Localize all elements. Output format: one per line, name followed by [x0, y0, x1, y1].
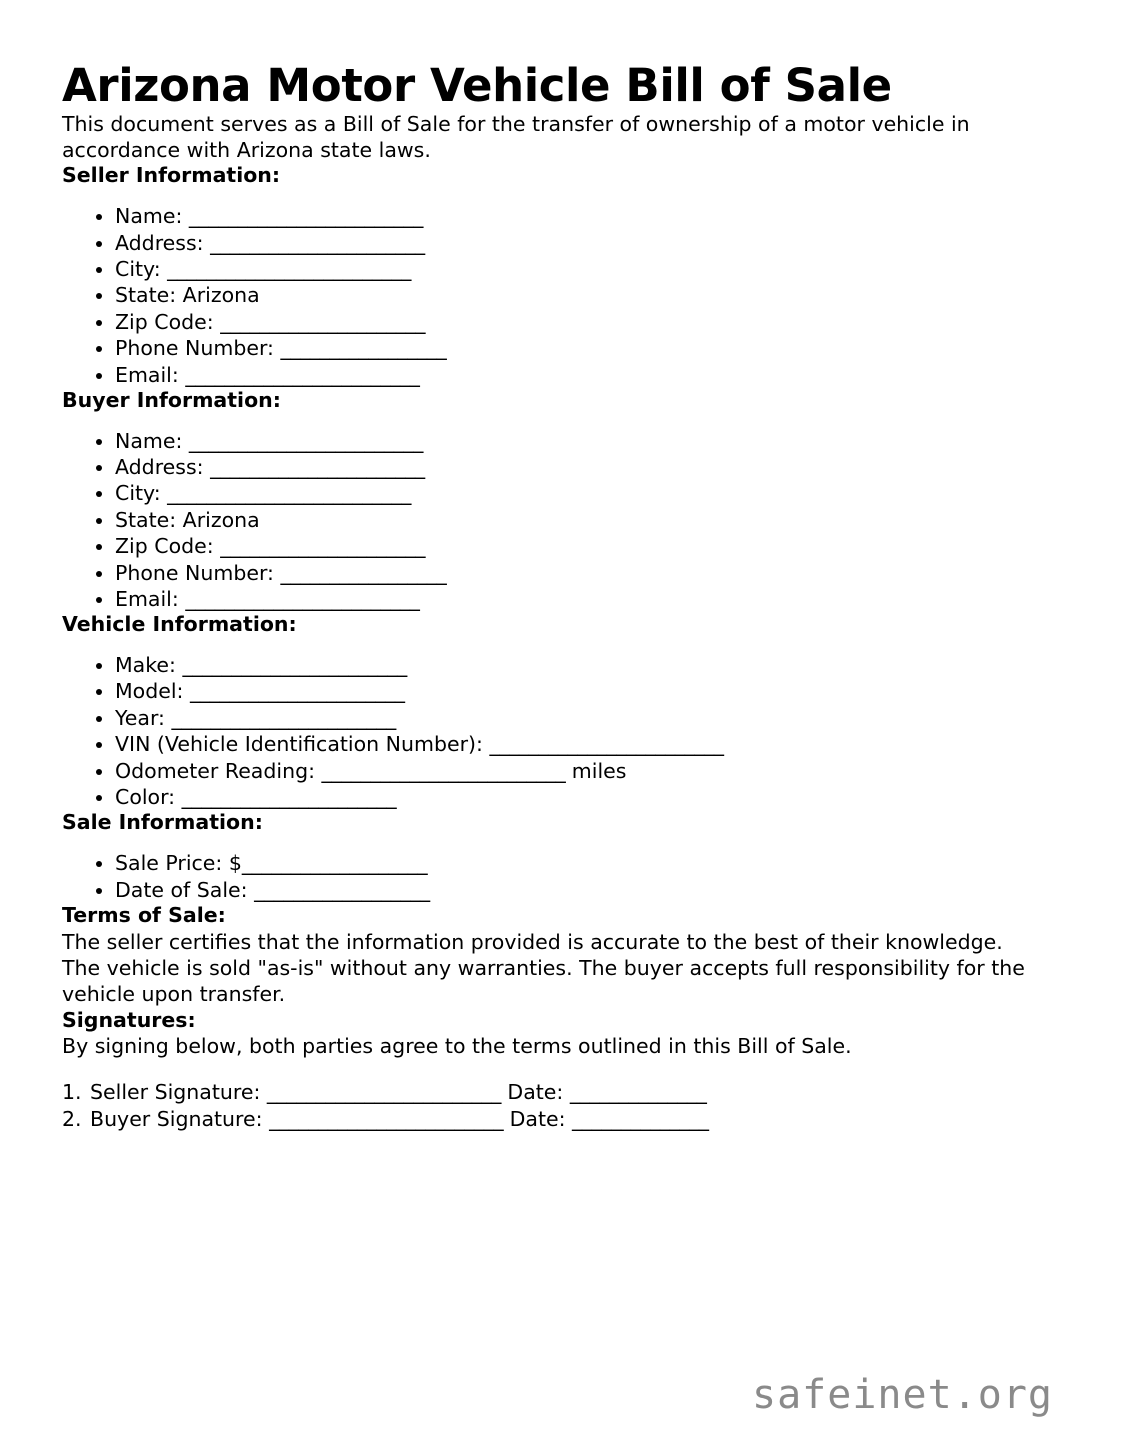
list-item	[62, 705, 1062, 731]
field-label: Address:	[115, 230, 211, 255]
field-label: Email:	[115, 587, 186, 611]
field-blank: ________________________	[489, 732, 724, 757]
list-item	[62, 850, 1062, 876]
field-blank: ___________________	[241, 851, 428, 876]
buyer-fields-list	[62, 428, 1062, 613]
field-label: Year:	[115, 705, 172, 730]
watermark: safeinet.org	[752, 1372, 1053, 1418]
field-blank: ________________________	[188, 428, 423, 453]
signatures-intro: By signing below, both parties agree to the terms outlined in this Bill of Sale.	[62, 1034, 852, 1059]
list-item	[62, 533, 1062, 559]
field-blank: _____________________	[220, 309, 425, 334]
field-label: Address:	[115, 454, 211, 479]
date-label: Date:	[500, 1079, 570, 1104]
field-blank: _________________________	[321, 758, 566, 783]
field-label: State: Arizona	[115, 507, 260, 532]
list-item	[62, 560, 1062, 586]
intro-paragraph: This document serves as a Bill of Sale for the transfer of ownership of a motor vehicle in accordance with Arizona state laws.	[62, 111, 970, 163]
field-label: City:	[115, 481, 168, 506]
field-label: VIN (Vehicle Identification Number):	[115, 732, 490, 757]
buyer-information-heading: Buyer Information:	[62, 387, 281, 412]
list-item	[62, 758, 1062, 784]
terms-of-sale-heading: Terms of Sale:	[62, 902, 226, 927]
field-blank: ________________________	[185, 362, 420, 387]
field-blank: __________________	[254, 877, 430, 902]
field-label: Sale Price: $	[115, 851, 242, 876]
date-blank: ______________	[572, 1106, 709, 1131]
field-label: Odometer Reading:	[115, 758, 322, 783]
signature-blank: ________________________	[266, 1079, 501, 1104]
vehicle-information-heading: Vehicle Information:	[62, 612, 297, 637]
date-label: Date:	[503, 1106, 573, 1131]
seller-fields-list	[62, 203, 1062, 388]
list-item	[62, 1106, 1062, 1133]
signature-blank: ________________________	[269, 1106, 504, 1131]
list-item	[62, 309, 1062, 335]
list-item	[62, 454, 1062, 480]
list-item	[62, 282, 1062, 308]
field-label: Model:	[115, 679, 190, 704]
sale-fields-list	[62, 850, 1062, 903]
list-item	[62, 507, 1062, 533]
signature-lines-list	[62, 1079, 1062, 1133]
field-label: Date of Sale:	[115, 877, 255, 902]
terms-of-sale-body: The seller certifies that the information provided is accurate to the best of their knowledge. The vehicle is sold "as-is" without any warranties. The buyer accepts full responsibility for the vehicle upon transfer.	[62, 929, 1025, 1007]
signature-label: Buyer Signature:	[90, 1106, 270, 1131]
list-item	[62, 586, 1062, 612]
list-item	[62, 480, 1062, 506]
field-suffix: miles	[565, 758, 627, 783]
list-item	[62, 203, 1062, 229]
field-blank: _________________	[280, 560, 447, 585]
field-blank: _______________________	[182, 653, 407, 678]
field-label: Phone Number:	[115, 560, 281, 585]
field-blank: ________________________	[185, 587, 420, 611]
field-label: Color:	[115, 785, 182, 810]
field-blank: ______________________	[210, 454, 425, 479]
list-item	[62, 1079, 1062, 1106]
list-item	[62, 256, 1062, 282]
field-blank: ______________________	[189, 679, 405, 704]
field-blank: _____________________	[220, 534, 425, 559]
signature-label: Seller Signature:	[90, 1079, 267, 1104]
document-body	[62, 59, 1062, 1133]
field-blank: _________________________	[167, 481, 411, 506]
field-label: Zip Code:	[115, 309, 221, 334]
list-item	[62, 652, 1062, 678]
list-item	[62, 230, 1062, 256]
field-blank: _________________	[280, 336, 447, 361]
list-item	[62, 731, 1062, 757]
list-item	[62, 678, 1062, 704]
sale-information-heading: Sale Information:	[62, 810, 263, 835]
list-item	[62, 877, 1062, 903]
page-title: Arizona Motor Vehicle Bill of Sale	[62, 59, 892, 112]
field-label: Name:	[115, 204, 189, 229]
field-label: State: Arizona	[115, 283, 260, 308]
seller-information-heading: Seller Information:	[62, 163, 281, 188]
field-blank: _______________________	[171, 705, 396, 730]
vehicle-fields-list	[62, 652, 1062, 810]
field-blank: ______________________	[210, 230, 425, 255]
list-item	[62, 362, 1062, 388]
field-label: Make:	[115, 653, 183, 678]
field-label: City:	[115, 256, 168, 281]
field-label: Phone Number:	[115, 336, 281, 361]
list-item	[62, 784, 1062, 810]
date-blank: ______________	[569, 1079, 707, 1104]
list-item	[62, 428, 1062, 454]
field-blank: ______________________	[181, 785, 397, 810]
field-label: Email:	[115, 362, 186, 387]
field-blank: _________________________	[167, 256, 411, 281]
signatures-heading: Signatures:	[62, 1007, 196, 1032]
field-label: Name:	[115, 428, 189, 453]
field-blank: ________________________	[188, 204, 423, 229]
list-item	[62, 335, 1062, 361]
field-label: Zip Code:	[115, 534, 221, 559]
